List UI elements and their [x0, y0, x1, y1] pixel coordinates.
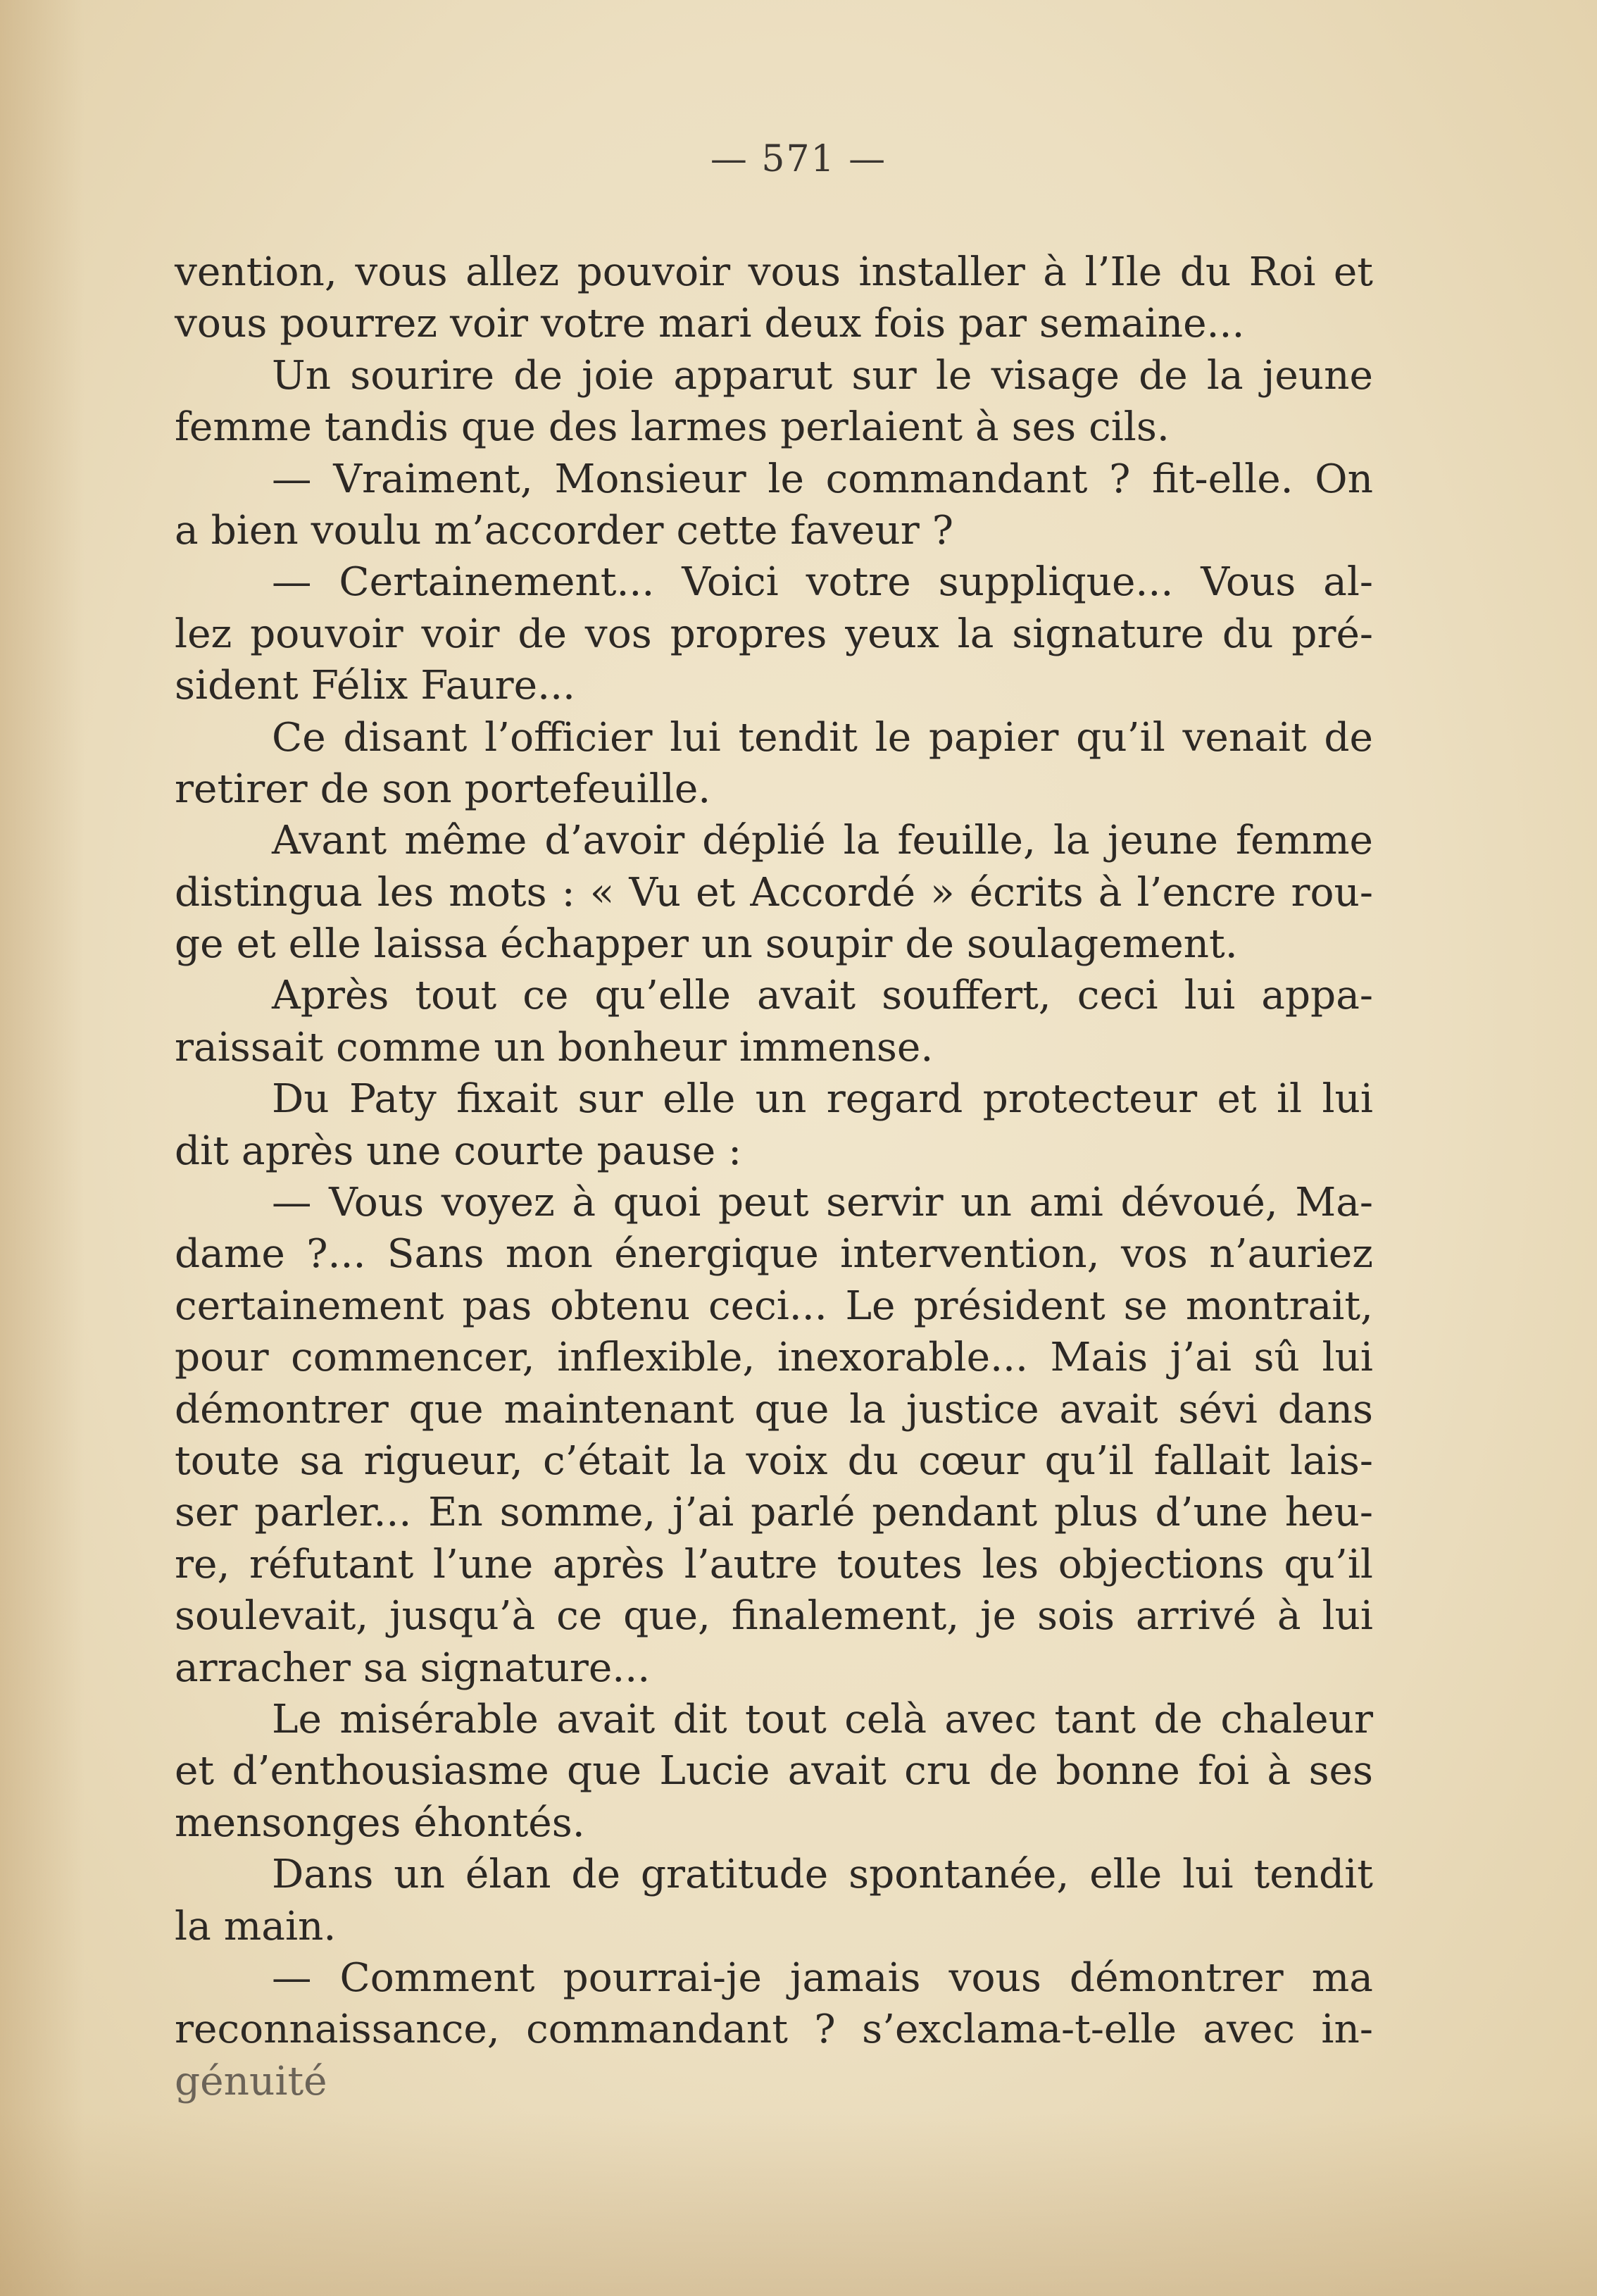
text-line: soulevait, jusqu’à ce que, finalement, je sois arrivé à lui	[175, 1593, 1373, 1640]
text-line: reconnaissance, commandant ? s’exclama-t-elle avec in-	[175, 2007, 1373, 2053]
text-line: Le misérable avait dit tout celà avec tant de chaleur	[272, 1696, 1373, 1742]
text-line: Dans un élan de gratitude spontanée, elle lui tendit	[272, 1852, 1373, 1898]
text-line: vention, vous allez pouvoir vous installer à l’Ile du Roi et	[175, 249, 1373, 295]
text-line: — Comment pourrai-je jamais vous démontrer ma	[272, 1954, 1373, 2001]
text-line: distingua les mots : « Vu et Accordé » écrits à l’encre rou-	[175, 869, 1373, 916]
text-line: — Vous voyez à quoi peut servir un ami dévoué, Ma-	[272, 1180, 1373, 1226]
text-line: certainement pas obtenu ceci... Le président se montrait,	[175, 1283, 1373, 1329]
text-line: la main.	[175, 1903, 337, 1949]
text-line: retirer de son portefeuille.	[175, 766, 711, 812]
text-line: arracher sa signature...	[175, 1645, 651, 1691]
page-edge-shadow-left	[0, 0, 84, 2296]
text-line: ser parler... En somme, j’ai parlé pendant plus d’une heu-	[175, 1490, 1373, 1536]
page-edge-shadow-bottom	[0, 2113, 1597, 2296]
text-line: re, réfutant l’une après l’autre toutes les objections qu’il	[175, 1541, 1373, 1587]
text-line: Avant même d’avoir déplié la feuille, la jeune femme	[272, 818, 1373, 864]
text-line: vous pourrez voir votre mari deux fois par semaine...	[175, 301, 1245, 347]
text-line: Du Paty fixait sur elle un regard protecteur et il lui	[272, 1076, 1373, 1123]
text-line: raissait comme un bonheur immense.	[175, 1024, 934, 1071]
page-number: — 571 —	[710, 138, 887, 180]
text-line: femme tandis que des larmes perlaient à ses cils.	[175, 404, 1170, 451]
text-line: pour commencer, inflexible, inexorable... Mais j’ai sû lui	[175, 1335, 1373, 1381]
text-line: lez pouvoir voir de vos propres yeux la signature du pré-	[175, 611, 1373, 657]
text-line: dit après une courte pause :	[175, 1128, 742, 1174]
text-line: génuité	[175, 2058, 327, 2104]
text-line: démontrer que maintenant que la justice avait sévi dans	[175, 1386, 1373, 1433]
body-text	[175, 247, 1373, 2107]
text-line: dame ?... Sans mon énergique intervention, vos n’auriez	[175, 1231, 1373, 1278]
text-line: — Certainement... Voici votre supplique... Vous al-	[272, 559, 1373, 606]
text-line: Après tout ce qu’elle avait souffert, ceci lui appa-	[272, 973, 1373, 1019]
text-line: mensonges éhontés.	[175, 1799, 585, 1846]
text-line: — Vraiment, Monsieur le commandant ? fit-elle. On	[272, 456, 1373, 502]
text-line: Un sourire de joie apparut sur le visage de la jeune	[272, 352, 1373, 399]
text-line: et d’enthousiasme que Lucie avait cru de bonne foi à ses	[175, 1748, 1373, 1795]
text-line: toute sa rigueur, c’était la voix du cœur qu’il fallait lais-	[175, 1437, 1373, 1484]
text-line: Ce disant l’officier lui tendit le papier qu’il venait de	[272, 714, 1373, 761]
text-line: ge et elle laissa échapper un soupir de soulagement.	[175, 921, 1238, 968]
text-line: sident Félix Faure...	[175, 663, 576, 709]
text-line: a bien voulu m’accorder cette faveur ?	[175, 507, 953, 554]
